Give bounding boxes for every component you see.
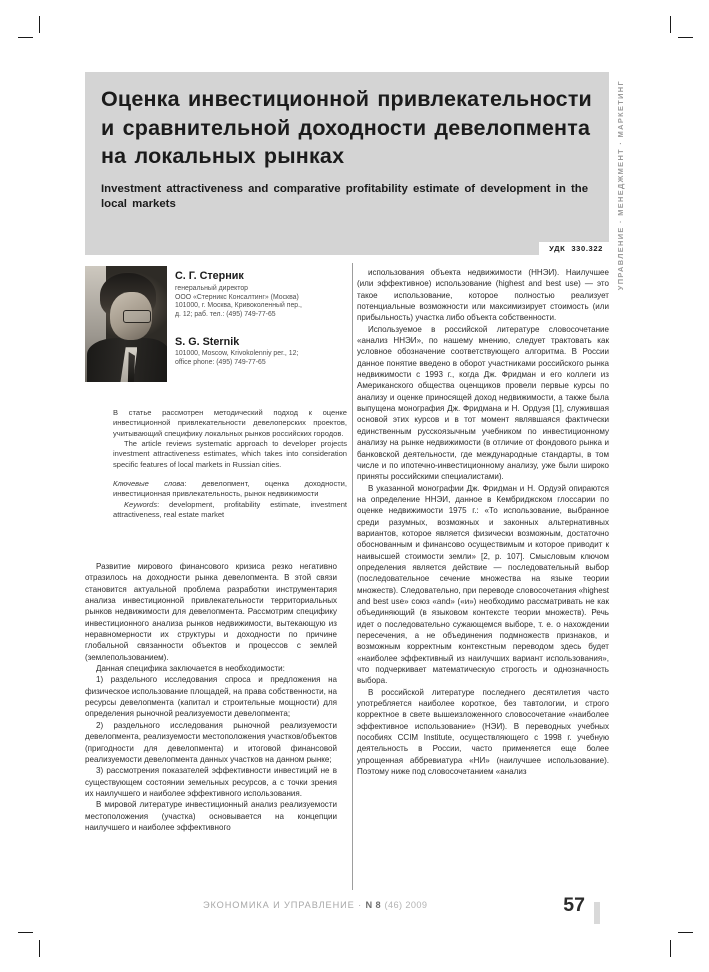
footer-issue-rest: (46) 2009: [384, 900, 428, 910]
abstract-en: The article reviews systematic approach to developer projects investment attractiveness estimates, which takes into consideration specific features of local markets in Russian cities.: [113, 439, 347, 469]
crop-mark-top-left-h: [18, 37, 33, 38]
column-divider: [352, 263, 353, 890]
author-details: [175, 270, 347, 367]
author-phone-en: office phone: (495) 749-77-65: [175, 358, 266, 366]
crop-mark-top-left-v: [39, 16, 40, 33]
keywords-en-values: : development, profitability estimate, investment attractiveness, real estate market: [113, 499, 347, 520]
author-address-ru-line1: 101000, г. Москва, Кривоколенный пер.,: [175, 302, 302, 310]
footer-issue-number: N 8: [365, 900, 382, 910]
author-position-ru: генеральный директор: [175, 285, 248, 292]
udk-label: УДК: [549, 244, 566, 253]
paragraph: В российской литературе последнего десятилетия часто употребляется наиболее короткое, без тавтологии, и строго корректное в свете вышеизложенного словосочетание «наиболее эффективное использование» (НЭИ). В переводных учебных пособиях CCIM Institute, осуществляющего с 1998 г. учебную деятельность в России, часто применяется еще более упрощенная аббревиатура «НИ» (наилучшее использование). Поэтому ниже под словосочетанием «анализ: [357, 687, 609, 777]
footer-separator: ·: [358, 900, 363, 910]
paragraph: В указанной монографии Дж. Фридман и Н. Ордуэй опираются на определение ННЭИ, данное в Кембриджском глоссарии по оценке недвижимости 1975 г.: «То использование, выбранное среди разумных, возможных и законных альтернативных вариантов, которое является физически возможным, достаточно обоснованным и финансово осуществимым и которое приводит к наивысшей стоимости земли» [2, p. 107]. Смысловым ключом определения является действие — последовательный выбор (последовательное сечение множества на языке теории множеств). Следовательно, при переводе словосочетания «highest and best use» союз «and» («и») необходимо рассматривать не как объединяющий (в языковом контексте теории множеств). Речь идет о последовательно сужающемся выборе, т. е. о нахождении пересечения, а не объединения подмножеств признаков, и возможным корректным контекстным переводом здесь будет «наиболее эффективный из наилучших вариант использования», что подчеркивает математическую строгость и однозначность выбора.: [357, 483, 609, 686]
paragraph: использования объекта недвижимости (ННЭИ). Наилучшее (или эффективное) использование (highest and best use) — это такое использование, которое полностью реализует потенциальные возможности или максимизирует стоимость (или прибыльность) участка либо объекта собственности.: [357, 268, 609, 323]
side-banner-label: УПРАВЛЕНИЕ · МЕНЕДЖМЕНТ · МАРКЕТИНГ: [616, 79, 625, 290]
paragraph: Данная специфика заключается в необходимости:: [96, 664, 285, 674]
keywords-ru: [113, 479, 347, 500]
footer-journal-name: ЭКОНОМИКА И УПРАВЛЕНИЕ: [203, 900, 355, 910]
crop-mark-top-right-h: [678, 37, 693, 38]
crop-mark-top-right-v: [670, 16, 671, 33]
crop-mark-bottom-left-h: [18, 932, 33, 933]
author-address-ru-line2: д. 12; раб. тел.: (495) 749-77-65: [175, 311, 276, 319]
author-name-ru: С. Г. Стерник: [175, 270, 244, 282]
keywords-ru-values: : девелопмент, оценка доходности, инвестиционная привлекательность, рынок недвижимости: [113, 479, 347, 499]
article-title-ru: Оценка инвестиционной привлекательности и сравнительной доходности девелопмента на локальных рынках: [101, 87, 592, 168]
author-portrait-photo: [85, 266, 167, 382]
crop-mark-bottom-left-v: [39, 940, 40, 957]
body-column-left: [85, 561, 337, 833]
paragraph: Развитие мирового финансового кризиса резко негативно отразилось на доходности рынка девелопмента. В этой связи становится актуальной проблема разработки инструментария анализа инвестиционной привлекательности территориальных рынков недвижимости для девелопмента. Рассмотрим специфику инвестиционного анализа рынков недвижимости, вытекающую из неравномерности их структуры и доходности по причине глобальной связанности объектов и процессов с землей (землепользованием).: [85, 562, 337, 662]
keywords-ru-label: Ключевые слова: [113, 479, 185, 489]
paragraph: 1) раздельного исследования спроса и предложения на физическое использование площадей, на права собственности, на ресурсы девелопмента (капитал и строительные мощности) для определения рыночной реализуемости девелопмента;: [85, 675, 337, 719]
udk-badge: [539, 242, 609, 255]
paragraph: Используемое в российской литературе словосочетание «анализ ННЭИ», по нашему мнению, следует трактовать как условное обозначение соответствующего алгоритма. В России данное понятие введено в оборот участниками российского рынка недвижимости с 1993 г., когда Дж. Фридман и его коллеги из Американского общества оценщиков провели первые курсы по анализу и оценке приносящей доход недвижимости, а также была выпущена монография Дж. Фридмана и Н. Ордуэя [1], служившая основой этих курсов и в тот момент являвшаяся фактически единственным русскоязычным учебником по инвестиционному анализу на рынке недвижимости (в отличие от фондового рынка и банковской деятельности, где международные стандарты, в том числе и по ипотечно-инвестиционному анализу, уже были широко приняты российскими специалистами).: [357, 324, 609, 482]
paragraph: В мировой литературе инвестиционный анализ реализуемости местоположения (участка) основывается на концепции наилучшего и наиболее эффективного: [85, 800, 337, 832]
author-organization-ru: ООО «Стерникс Консалтинг» (Москва): [175, 293, 299, 301]
side-banner: [612, 72, 630, 290]
paragraph: 3) рассмотрения показателей эффективности инвестиций не в существующем состоянии земельных ресурсов, а с точки зрения их наилучшего и наиболее эффективного использования.: [85, 766, 337, 798]
crop-mark-bottom-right-h: [678, 932, 693, 933]
author-address-en: 101000, Moscow, Krivokolenniy per., 12;: [175, 349, 299, 357]
paragraph: 2) раздельного исследования рыночной реализуемости девелопмента, реализуемости местоположения участков/объектов (пригодности для девелопмента) и итоговой финансовой реализуемости девелопмента данных участков на данном рынке;: [85, 720, 337, 764]
footer-journal-line: [203, 900, 427, 910]
abstract-block: [113, 408, 347, 520]
page-number: 57: [563, 894, 585, 916]
keywords-en-label: Keywords: [124, 499, 158, 509]
keywords-en: [113, 500, 347, 521]
udk-number: 330.322: [571, 244, 603, 253]
crop-mark-bottom-right-v: [670, 940, 671, 957]
article-header-band: [85, 72, 609, 255]
body-column-right: [357, 267, 609, 777]
article-title-en: Investment attractiveness and comparative profitability estimate of development in the local markets: [101, 182, 589, 210]
abstract-ru: В статье рассмотрен методический подход к оценке инвестиционной привлекательности девелоперских проектов, учитывающий специфику локальных рынков российских городов.: [113, 408, 347, 438]
portrait-glasses: [123, 310, 151, 322]
author-name-en: S. G. Sternik: [175, 335, 240, 348]
page-footer: [85, 894, 609, 920]
